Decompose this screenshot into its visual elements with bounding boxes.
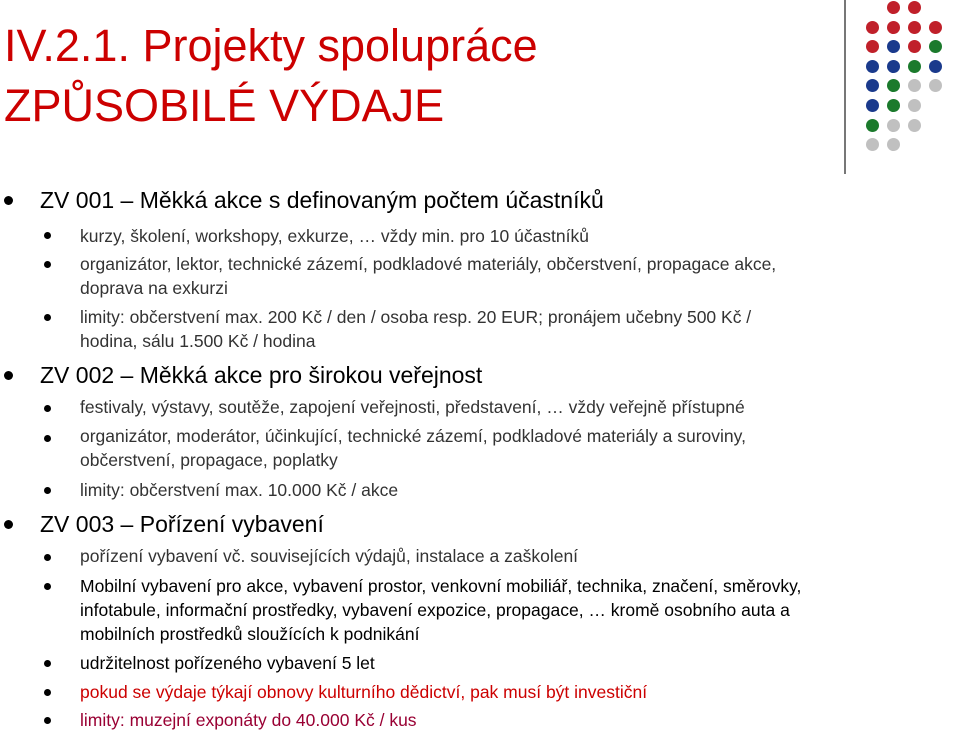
decorative-dot <box>866 99 879 112</box>
slide-title-line-2: ZPŮSOBILÉ VÝDAJE <box>4 80 445 131</box>
bullet-icon <box>44 583 51 590</box>
section-bullet-icon <box>4 196 13 205</box>
list-item: organizátor, lektor, technické zázemí, podkladové materiály, občerstvení, propagace akce, doprava na exkurzi <box>80 254 777 298</box>
decorative-dot <box>908 60 921 73</box>
decorative-dot <box>929 21 942 34</box>
decorative-dot <box>887 99 900 112</box>
section-heading-zv002: ZV 002 – Měkká akce pro širokou veřejnost <box>40 362 483 388</box>
list-item: festivaly, výstavy, soutěže, zapojení veřejnosti, představení, … vždy veřejně přístupné <box>80 397 745 417</box>
list-item-highlight: limity: muzejní exponáty do 40.000 Kč / kus <box>80 710 417 730</box>
bullet-icon <box>44 314 51 321</box>
decorative-dot <box>908 40 921 53</box>
decorative-dot <box>887 60 900 73</box>
decorative-dot <box>887 1 900 14</box>
decorative-dot <box>866 79 879 92</box>
decorative-dot <box>887 40 900 53</box>
decorative-dot <box>908 79 921 92</box>
bullet-icon <box>44 405 51 412</box>
decorative-dot <box>887 79 900 92</box>
decorative-dot <box>929 40 942 53</box>
decorative-dot <box>866 40 879 53</box>
decorative-dot <box>908 1 921 14</box>
decorative-dot <box>887 119 900 132</box>
decorative-dot <box>929 60 942 73</box>
list-item: udržitelnost pořízeného vybavení 5 let <box>80 653 375 673</box>
slide-title-line-1: IV.2.1. Projekty spolupráce <box>4 20 538 71</box>
list-item-highlight: pokud se výdaje týkají obnovy kulturního dědictví, pak musí být investiční <box>80 682 648 702</box>
bullet-icon <box>44 261 51 268</box>
bullet-icon <box>44 487 51 494</box>
section-heading-zv003: ZV 003 – Pořízení vybavení <box>40 511 324 537</box>
decorative-dot-grid <box>866 0 960 160</box>
bullet-icon <box>44 554 51 561</box>
decorative-dot <box>908 99 921 112</box>
bullet-icon <box>44 435 51 442</box>
list-item: limity: občerstvení max. 10.000 Kč / akce <box>80 480 399 500</box>
decorative-dot <box>908 21 921 34</box>
decorative-dot <box>866 138 879 151</box>
list-item: kurzy, školení, workshopy, exkurze, … vždy min. pro 10 účastníků <box>80 226 589 246</box>
list-item: Mobilní vybavení pro akce, vybavení prostor, venkovní mobiliář, technika, značení, směrovky, infotabule, informační prostředky, vybavení expozice, propagace, … kromě osobního auta a mobilních prostředků sloužících k podnikání <box>80 576 802 644</box>
decorative-vertical-line <box>844 0 846 174</box>
decorative-dot <box>908 119 921 132</box>
decorative-dot <box>866 60 879 73</box>
decorative-dot <box>866 21 879 34</box>
section-bullet-icon <box>4 371 13 380</box>
bullet-icon <box>44 717 51 724</box>
section-bullet-icon <box>4 520 13 529</box>
decorative-dot <box>887 21 900 34</box>
list-item: organizátor, moderátor, účinkující, technické zázemí, podkladové materiály a suroviny, občerstvení, propagace, poplatky <box>80 426 746 470</box>
bullet-icon <box>44 689 51 696</box>
list-item: limity: občerstvení max. 200 Kč / den / osoba resp. 20 EUR; pronájem učebny 500 Kč / hodina, sálu 1.500 Kč / hodina <box>80 307 752 351</box>
decorative-dot <box>887 138 900 151</box>
section-heading-zv001: ZV 001 – Měkká akce s definovaným počtem účastníků <box>40 187 604 213</box>
list-item: pořízení vybavení vč. souvisejících výdajů, instalace a zaškolení <box>80 546 579 566</box>
bullet-icon <box>44 232 51 239</box>
bullet-icon <box>44 660 51 667</box>
decorative-dot <box>866 119 879 132</box>
decorative-dot <box>929 79 942 92</box>
